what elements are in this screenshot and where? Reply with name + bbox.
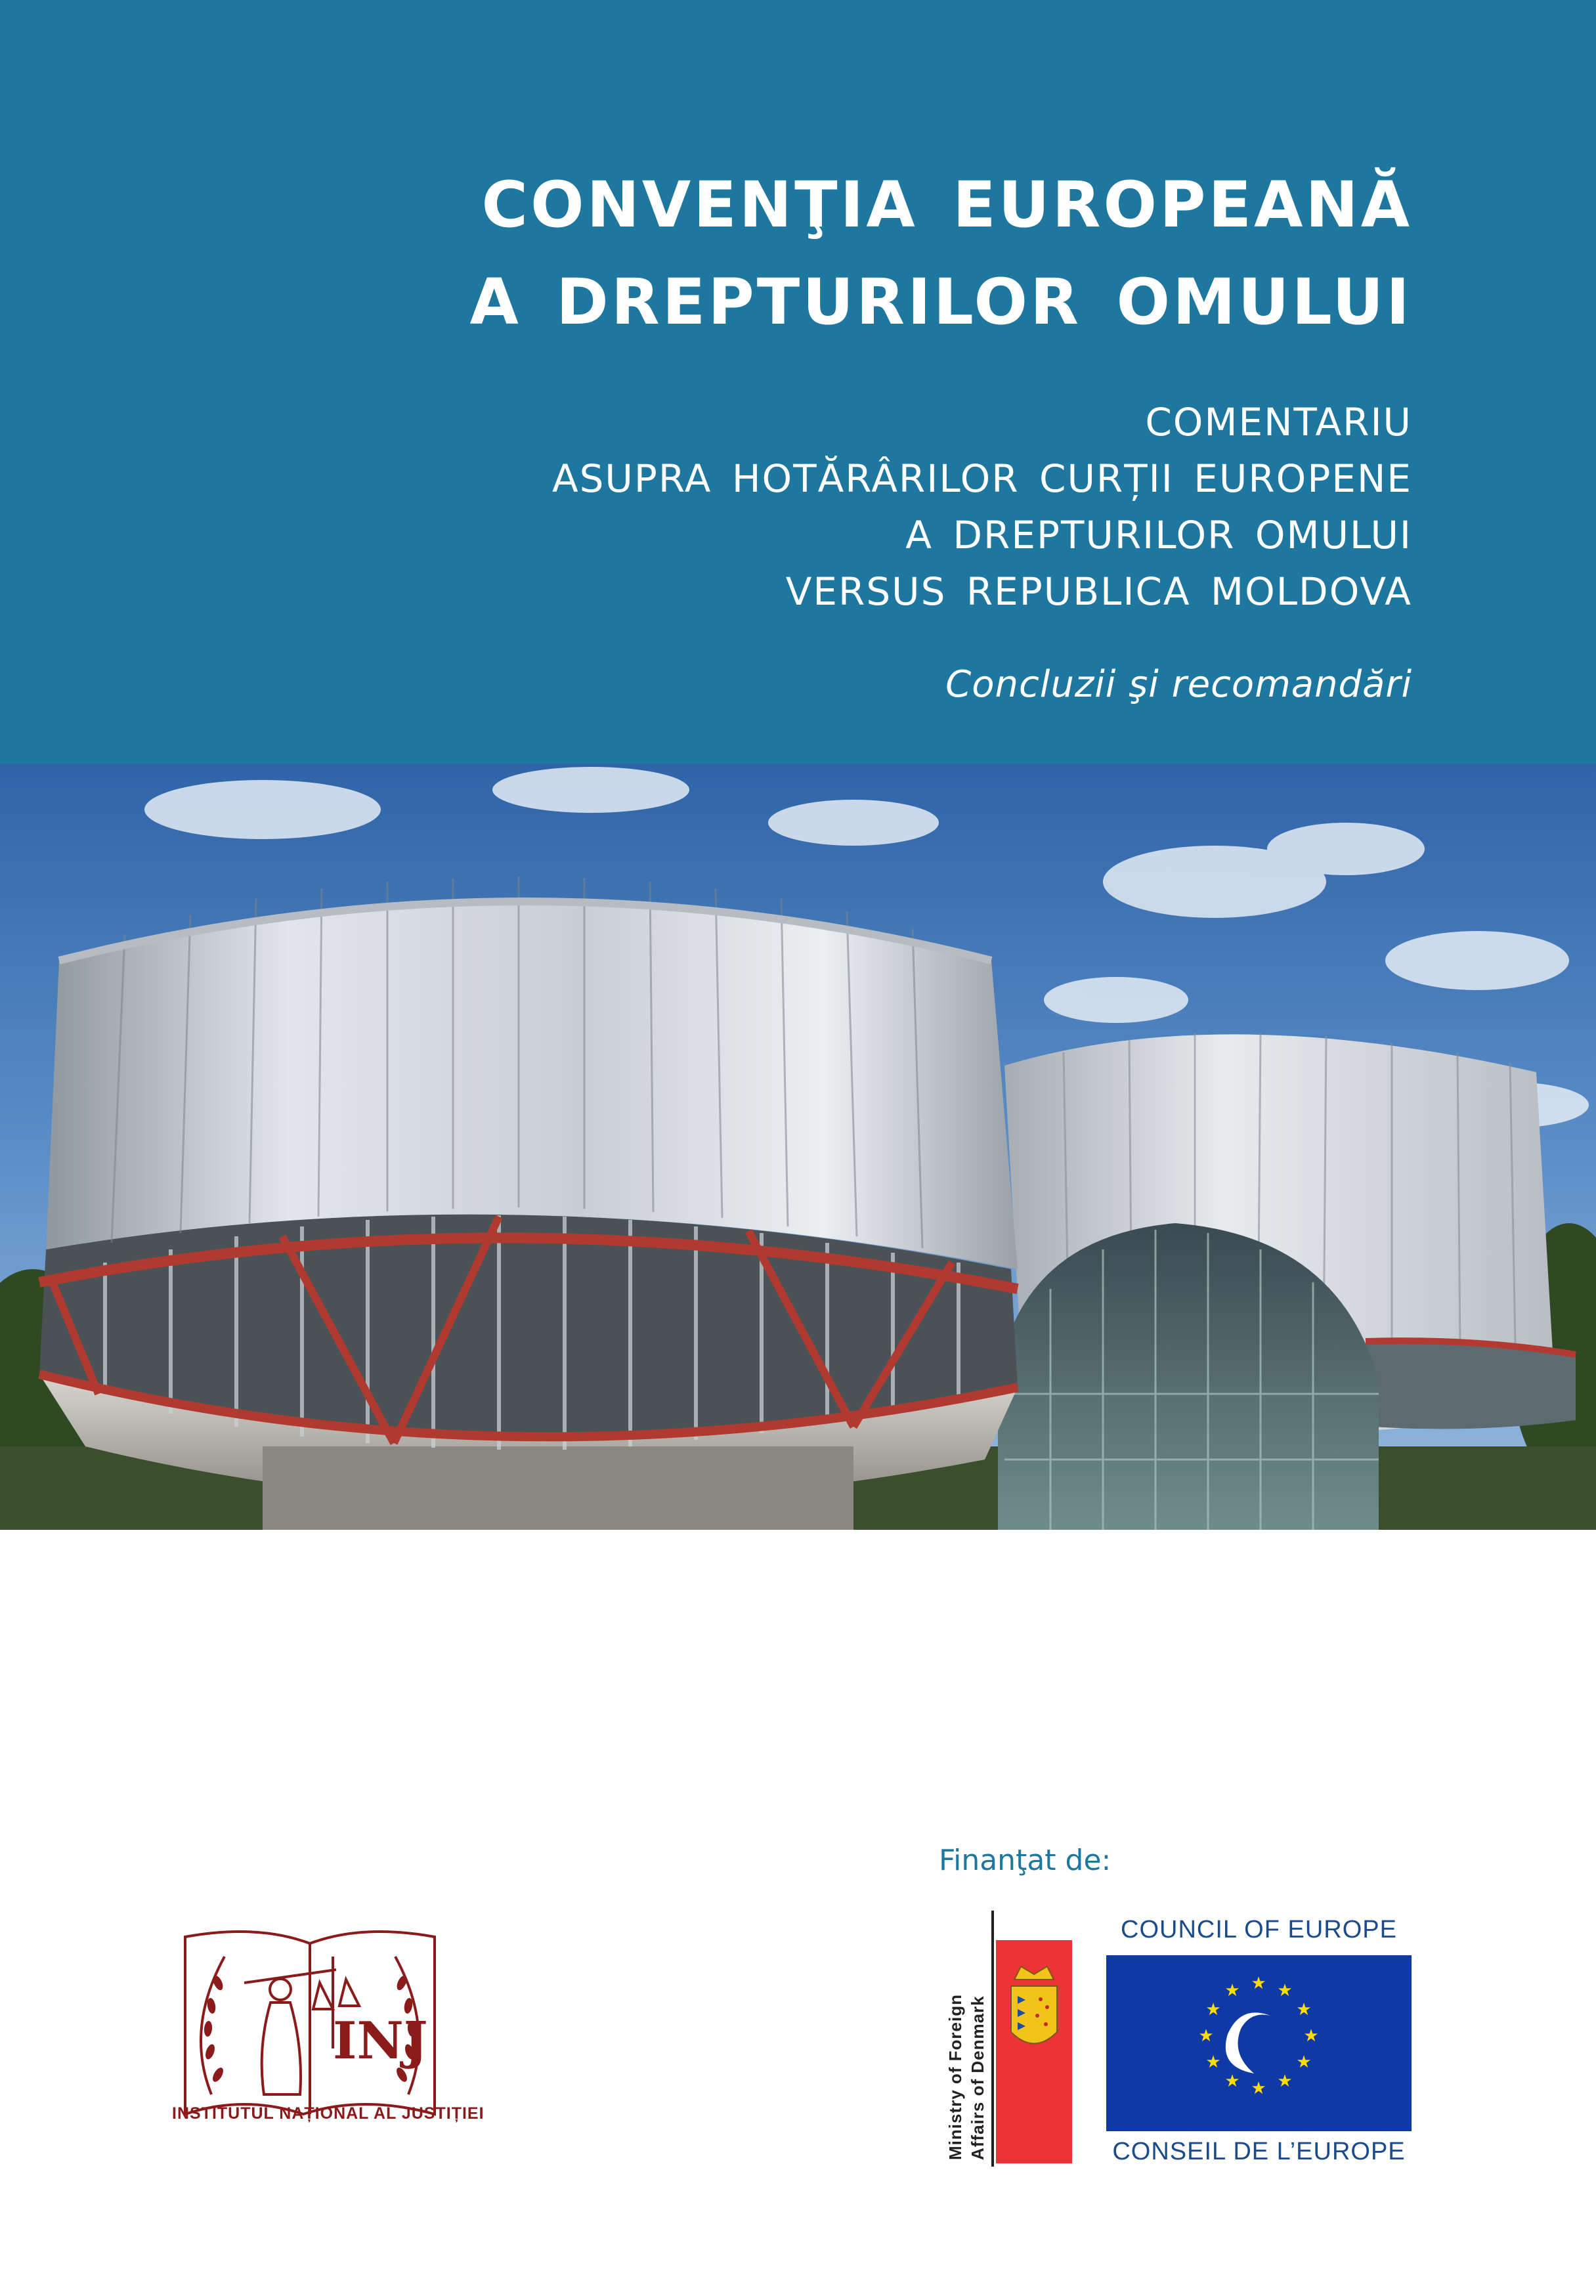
svg-text:★: ★ bbox=[1251, 2079, 1266, 2098]
subtitle-line-2: ASUPRA HOTĂRÂRILOR CURȚII EUROPENE bbox=[551, 456, 1412, 501]
header-band bbox=[0, 0, 1596, 764]
title-line-1: CONVENŢIA EUROPEANĂ bbox=[481, 168, 1412, 242]
mfa-line-2: Affairs of Denmark bbox=[968, 1995, 987, 2160]
inj-monogram: INJ bbox=[333, 2011, 428, 2071]
document-title bbox=[469, 156, 1412, 351]
coe-name-fr: CONSEIL DE L’EUROPE bbox=[1112, 2138, 1406, 2165]
tagline: Concluzii şi recomandări bbox=[945, 663, 1412, 706]
subtitle-line-3: A DREPTURILOR OMULUI bbox=[905, 513, 1412, 557]
svg-text:★: ★ bbox=[1205, 2000, 1221, 2020]
svg-text:★: ★ bbox=[1303, 2026, 1319, 2046]
svg-text:★: ★ bbox=[1277, 2071, 1293, 2091]
court-building-photo bbox=[0, 764, 1596, 1530]
mfa-divider bbox=[991, 1911, 994, 2167]
svg-text:★: ★ bbox=[1277, 1981, 1293, 2001]
council-of-europe-flag-icon bbox=[1106, 1955, 1412, 2131]
funded-by-label: Finanţat de: bbox=[939, 1844, 1111, 1877]
subtitle-line-4: VERSUS REPUBLICA MOLDOVA bbox=[785, 569, 1412, 614]
mfa-line-1: Ministry of Foreign bbox=[945, 1994, 965, 2160]
svg-text:★: ★ bbox=[1205, 2052, 1221, 2072]
svg-text:★: ★ bbox=[1198, 2026, 1214, 2046]
title-line-2: A DREPTURILOR OMULUI bbox=[469, 265, 1412, 339]
coe-name-en: COUNCIL OF EUROPE bbox=[1121, 1916, 1397, 1943]
svg-text:★: ★ bbox=[1296, 2052, 1312, 2072]
denmark-coat-of-arms-icon bbox=[996, 1940, 1072, 2163]
svg-text:★: ★ bbox=[1224, 2071, 1240, 2091]
subtitle-line-1: COMENTARIU bbox=[1145, 400, 1412, 444]
svg-text:★: ★ bbox=[1251, 1974, 1266, 1993]
inj-logo bbox=[172, 1917, 448, 2134]
inj-name: INSTITUTUL NAȚIONAL AL JUSTIȚIEI bbox=[172, 2104, 485, 2123]
svg-text:★: ★ bbox=[1224, 1981, 1240, 2001]
document-subtitle bbox=[552, 394, 1412, 620]
svg-text:★: ★ bbox=[1296, 2000, 1312, 2020]
